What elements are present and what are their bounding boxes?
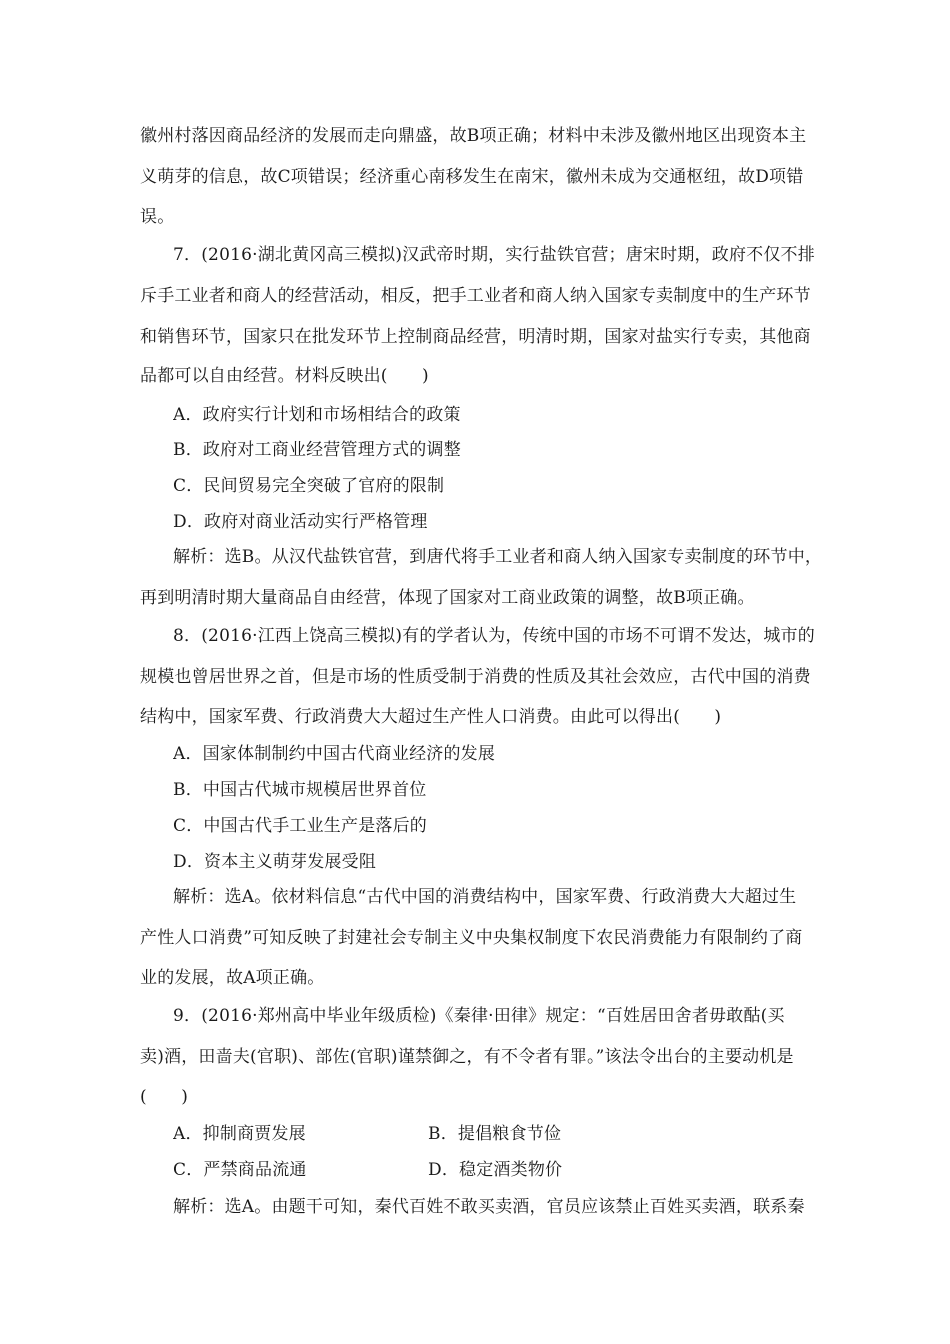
text-line: 再到明清时期大量商品自由经营，体现了国家对工商业政策的调整，故B项正确。: [140, 588, 755, 608]
question-9-stem: 9．(2016·郑州高中毕业年级质检)《秦律·田律》规定：“百姓居田舍者毋敢酤(买: [173, 1006, 785, 1026]
option-d: D．稳定酒类物价: [428, 1160, 563, 1180]
option-a: A．政府实行计划和市场相结合的政策: [173, 405, 461, 425]
text-line: ( ): [140, 1087, 189, 1107]
option-c: C．严禁商品流通: [173, 1160, 307, 1180]
text-line: 义萌芽的信息，故C项错误；经济重心南移发生在南宋，徽州未成为交通枢纽，故D项错: [140, 167, 804, 187]
option-b: B．提倡粮食节俭: [428, 1124, 562, 1144]
question-8-stem: 8．(2016·江西上饶高三模拟)有的学者认为，传统中国的市场不可谓不发达，城市的: [173, 626, 815, 646]
answer-explanation: 解析：选A。由题干可知，秦代百姓不敢买卖酒，官员应该禁止百姓买卖酒，联系秦: [173, 1197, 805, 1217]
text-line: 结构中，国家军费、行政消费大大超过生产性人口消费。由此可以得出( ): [140, 707, 722, 727]
text-line: 产性人口消费”可知反映了封建社会专制主义中央集权制度下农民消费能力有限制约了商: [140, 928, 803, 948]
text-line: 和销售环节，国家只在批发环节上控制商品经营，明清时期，国家对盐实行专卖，其他商: [140, 327, 811, 347]
text-line: 品都可以自由经营。材料反映出( ): [140, 366, 429, 386]
option-d: D．资本主义萌芽发展受阻: [173, 852, 377, 872]
option-d: D．政府对商业活动实行严格管理: [173, 512, 428, 532]
text-line: 业的发展，故A项正确。: [140, 968, 325, 988]
text-line: 误。: [140, 207, 175, 227]
option-c: C．民间贸易完全突破了官府的限制: [173, 476, 445, 496]
option-b: B．中国古代城市规模居世界首位: [173, 780, 427, 800]
question-7-stem: 7．(2016·湖北黄冈高三模拟)汉武帝时期，实行盐铁官营；唐宋时期，政府不仅不排: [173, 245, 815, 265]
option-a: A．抑制商贾发展: [173, 1124, 306, 1144]
answer-explanation: 解析：选A。依材料信息“古代中国的消费结构中，国家军费、行政消费大大超过生: [173, 887, 797, 907]
option-c: C．中国古代手工业生产是落后的: [173, 816, 428, 836]
option-b: B．政府对工商业经营管理方式的调整: [173, 440, 461, 460]
text-line: 卖)酒，田啬夫(官职)、部佐(官职)谨禁御之，有不令者有罪。”该法令出台的主要动机是: [140, 1047, 794, 1067]
text-line: 斥手工业者和商人的经营活动，相反，把手工业者和商人纳入国家专卖制度中的生产环节: [140, 286, 811, 306]
option-a: A．国家体制制约中国古代商业经济的发展: [173, 744, 496, 764]
text-line: 规模也曾居世界之首，但是市场的性质受制于消费的性质及其社会效应，古代中国的消费: [140, 667, 811, 687]
text-line: 徽州村落因商品经济的发展而走向鼎盛，故B项正确；材料中未涉及徽州地区出现资本主: [140, 126, 807, 146]
answer-explanation: 解析：选B。从汉代盐铁官营，到唐代将手工业者和商人纳入国家专卖制度的环节中，: [173, 547, 823, 567]
